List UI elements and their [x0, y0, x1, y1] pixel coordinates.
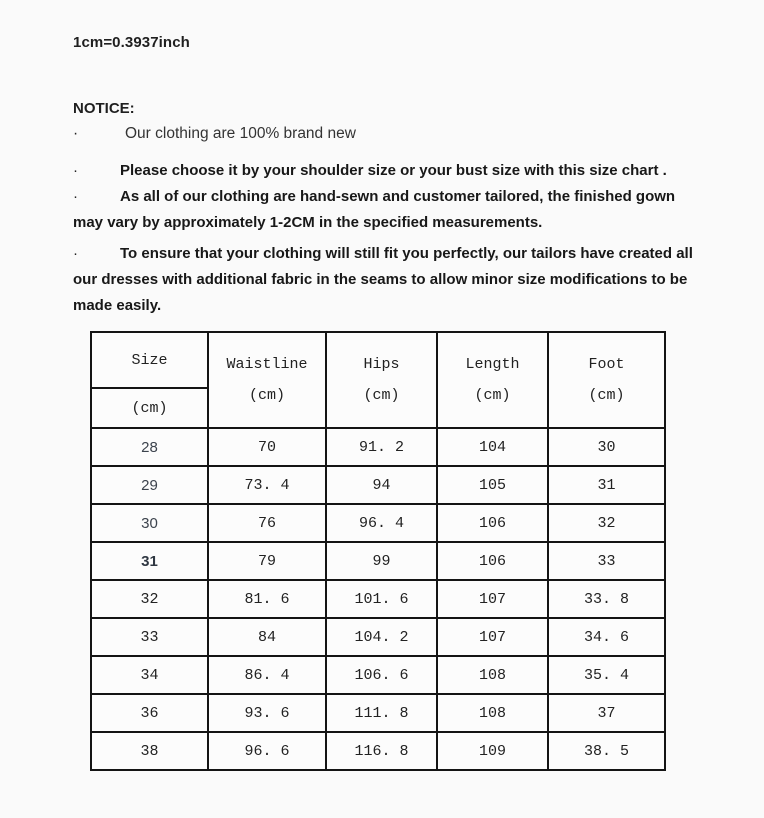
- length-cell: 109: [437, 732, 548, 770]
- length-cell: 108: [437, 694, 548, 732]
- size-cell: 31: [91, 542, 208, 580]
- hips-cell: 96. 4: [326, 504, 437, 542]
- column-label: Waistline: [226, 356, 308, 373]
- hips-cell: 104. 2: [326, 618, 437, 656]
- size-cell: 32: [91, 580, 208, 618]
- table-row: [91, 466, 665, 504]
- length-cell: 105: [437, 466, 548, 504]
- bullet-marker: ·: [73, 245, 78, 262]
- notice-list: [73, 121, 694, 319]
- size-cell: 34: [91, 656, 208, 694]
- length-cell: 106: [437, 542, 548, 580]
- notice-item-hand-sewn: [73, 184, 694, 236]
- notice-text: To ensure that your clothing will still fit you perfectly, our tailors have created all our dresses with additional fabric in the seams to allow minor size modifications to be made easily.: [73, 245, 693, 314]
- table-row: [91, 732, 665, 770]
- foot-cell: 34. 6: [548, 618, 665, 656]
- column-header-waistline: [208, 332, 326, 428]
- length-cell: 104: [437, 428, 548, 466]
- waistline-cell: 76: [208, 504, 326, 542]
- column-header-size: Size: [91, 332, 208, 388]
- foot-cell: 35. 4: [548, 656, 665, 694]
- column-header-length: [437, 332, 548, 428]
- notice-text: Our clothing are 100% brand new: [125, 125, 356, 142]
- length-cell: 108: [437, 656, 548, 694]
- foot-cell: 30: [548, 428, 665, 466]
- size-cell: 28: [91, 428, 208, 466]
- size-chart-table: [90, 331, 666, 771]
- length-cell: 106: [437, 504, 548, 542]
- waistline-cell: 93. 6: [208, 694, 326, 732]
- waistline-cell: 81. 6: [208, 580, 326, 618]
- foot-cell: 33. 8: [548, 580, 665, 618]
- hips-cell: 106. 6: [326, 656, 437, 694]
- waistline-cell: 84: [208, 618, 326, 656]
- column-header-hips: [326, 332, 437, 428]
- hips-cell: 99: [326, 542, 437, 580]
- column-header-size-unit: (cm): [91, 388, 208, 428]
- bullet-marker: ·: [73, 162, 78, 179]
- hips-cell: 116. 8: [326, 732, 437, 770]
- bullet-marker: ·: [73, 125, 79, 142]
- bullet-marker: ·: [73, 188, 78, 205]
- waistline-cell: 79: [208, 542, 326, 580]
- size-cell: 33: [91, 618, 208, 656]
- notice-item-brand-new: [73, 121, 694, 147]
- size-cell: 30: [91, 504, 208, 542]
- waistline-cell: 86. 4: [208, 656, 326, 694]
- column-unit: (cm): [248, 387, 285, 404]
- length-cell: 107: [437, 580, 548, 618]
- foot-cell: 33: [548, 542, 665, 580]
- length-cell: 107: [437, 618, 548, 656]
- unit-conversion-note: 1cm=0.3937inch: [73, 34, 190, 51]
- column-header-foot: [548, 332, 665, 428]
- size-chart-header: [91, 332, 665, 428]
- foot-cell: 37: [548, 694, 665, 732]
- table-row: [91, 656, 665, 694]
- foot-cell: 32: [548, 504, 665, 542]
- size-cell: 38: [91, 732, 208, 770]
- waistline-cell: 96. 6: [208, 732, 326, 770]
- foot-cell: 31: [548, 466, 665, 504]
- hips-cell: 111. 8: [326, 694, 437, 732]
- notice-text: Please choose it by your shoulder size or your bust size with this size chart .: [120, 162, 667, 179]
- notice-heading: NOTICE:: [73, 100, 135, 117]
- waistline-cell: 73. 4: [208, 466, 326, 504]
- column-label: Foot: [588, 356, 625, 373]
- column-label: Hips: [363, 356, 400, 373]
- table-row: [91, 428, 665, 466]
- table-row: [91, 542, 665, 580]
- waistline-cell: 70: [208, 428, 326, 466]
- table-row: [91, 504, 665, 542]
- foot-cell: 38. 5: [548, 732, 665, 770]
- size-chart-body: [91, 428, 665, 770]
- column-unit: (cm): [363, 387, 400, 404]
- notice-item-choose-size: [73, 158, 694, 184]
- hips-cell: 91. 2: [326, 428, 437, 466]
- column-unit: (cm): [474, 387, 511, 404]
- hips-cell: 101. 6: [326, 580, 437, 618]
- table-row: [91, 580, 665, 618]
- column-unit: (cm): [588, 387, 625, 404]
- notice-text: As all of our clothing are hand-sewn and customer tailored, the finished gown may vary by approximately 1-2CM in the specified measurements.: [73, 188, 676, 231]
- size-cell: 36: [91, 694, 208, 732]
- column-label: Length: [465, 356, 520, 373]
- hips-cell: 94: [326, 466, 437, 504]
- size-cell: 29: [91, 466, 208, 504]
- table-row: [91, 618, 665, 656]
- table-row: [91, 694, 665, 732]
- notice-item-seam-fabric: [73, 241, 694, 319]
